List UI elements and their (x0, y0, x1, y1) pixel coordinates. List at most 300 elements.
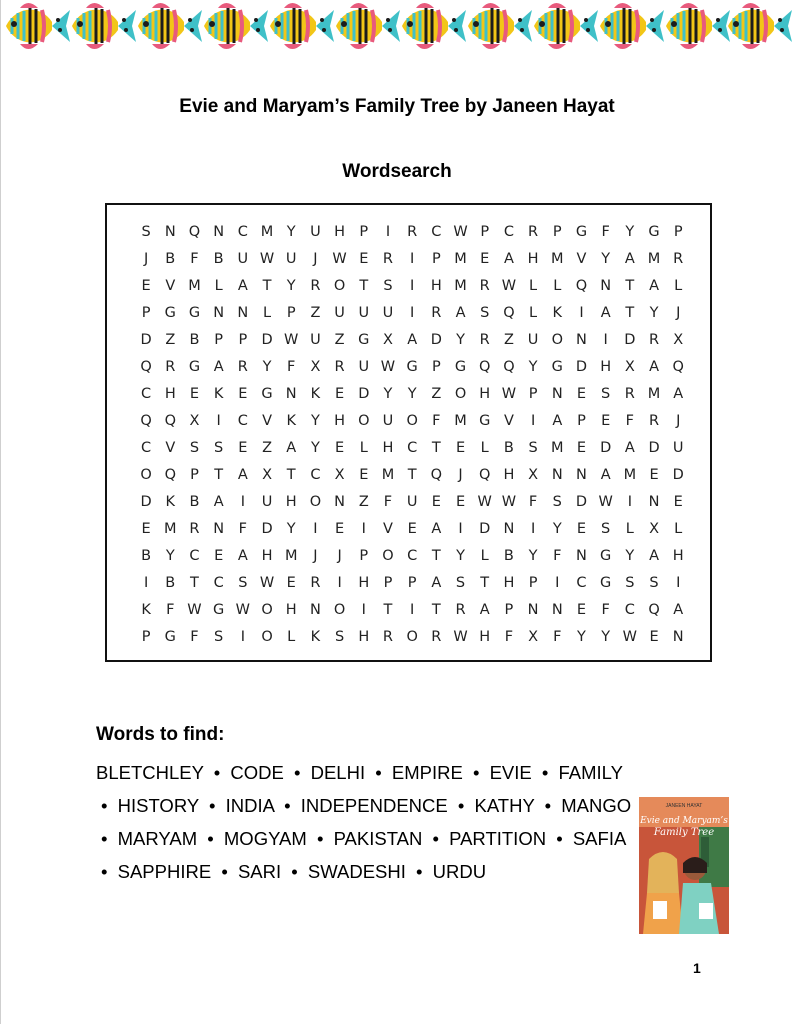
grid-letter: Q (140, 413, 152, 429)
grid-letter: H (503, 575, 515, 591)
word-separator: • (472, 762, 480, 783)
grid-letter: L (553, 278, 562, 294)
grid-letter: G (551, 359, 563, 375)
grid-letter: V (165, 278, 176, 294)
grid-letter: E (576, 521, 587, 537)
grid-letter: I (555, 575, 560, 591)
grid-letter: X (334, 467, 345, 483)
grid-letter: V (165, 440, 176, 456)
grid-letter: J (143, 251, 149, 267)
grid-letter: P (577, 413, 586, 429)
grid-letter: W (284, 332, 299, 348)
grid-letter: P (286, 305, 296, 321)
grid-letter: A (479, 602, 490, 618)
grid-letter: W (501, 278, 517, 294)
grid-letter: C (141, 440, 152, 456)
grid-letter: M (188, 278, 201, 294)
word-item: EVIE (489, 762, 532, 783)
word-separator: • (284, 795, 291, 816)
grid-letter: F (238, 521, 248, 537)
grid-letter: E (576, 440, 587, 456)
grid-letter: E (214, 548, 224, 564)
grid-letter: U (382, 413, 394, 429)
grid-letter: W (187, 602, 202, 618)
grid-letter: C (310, 467, 321, 483)
grid-letter: U (310, 332, 321, 348)
grid-letter: N (600, 278, 612, 294)
grid-letter: R (431, 305, 442, 321)
grid-letter: O (454, 386, 467, 402)
grid-letter: V (262, 413, 272, 429)
grid-letter: Y (625, 548, 635, 564)
grid-letter: U (527, 332, 539, 348)
grid-letter: F (601, 224, 610, 240)
grid-letter: I (361, 602, 366, 618)
grid-letter: V (503, 413, 514, 429)
word-item: DELHI (310, 762, 366, 783)
word-item: SWADESHI (307, 861, 406, 882)
grid-letter: L (287, 629, 296, 645)
grid-letter: G (575, 224, 588, 240)
word-separator: • (291, 861, 298, 882)
grid-letter: G (600, 548, 612, 564)
grid-letter: T (359, 278, 369, 294)
grid-letter: S (601, 521, 611, 537)
grid-letter: U (285, 251, 297, 267)
grid-letter: E (238, 440, 248, 456)
grid-letter: P (431, 251, 441, 267)
grid-letter: M (164, 521, 177, 537)
grid-letter: F (601, 602, 610, 618)
grid-letter: P (480, 224, 490, 240)
grid-letter: N (576, 548, 587, 564)
grid-letter: L (625, 521, 634, 537)
grid-letter: J (676, 413, 681, 429)
grid-letter: N (334, 494, 346, 510)
grid-letter: H (334, 224, 346, 240)
grid-letter: N (213, 521, 225, 537)
grid-letter: G (261, 386, 273, 402)
grid-letter: E (359, 251, 369, 267)
grid-letter: Y (165, 548, 175, 564)
grid-letter: R (382, 251, 393, 267)
grid-letter: R (382, 629, 393, 645)
grid-letter: M (623, 467, 637, 483)
grid-letter: G (406, 359, 418, 375)
grid-letter: Y (528, 359, 538, 375)
grid-letter: H (261, 548, 273, 564)
grid-letter: T (407, 467, 417, 483)
word-item: SARI (237, 861, 282, 882)
grid-letter: U (382, 305, 394, 321)
grid-letter: M (647, 251, 661, 267)
grid-letter: Z (334, 332, 345, 348)
grid-letter: Y (456, 548, 465, 564)
book-cover-title-line1: Evie and Maryam’s (640, 816, 728, 826)
grid-letter: E (335, 440, 345, 456)
word-item: KATHY (474, 795, 535, 816)
grid-letter: O (309, 494, 322, 510)
grid-letter: Q (575, 278, 588, 294)
grid-letter: F (166, 602, 175, 618)
grid-letter: R (310, 278, 321, 294)
grid-letter: Y (262, 359, 272, 375)
grid-letter: G (454, 359, 467, 375)
grid-letter: K (286, 413, 296, 429)
grid-letter: S (214, 629, 224, 645)
grid-letter: Q (648, 602, 660, 618)
grid-letter: M (454, 251, 467, 267)
grid-letter: P (528, 575, 538, 591)
grid-letter: P (141, 305, 151, 321)
grid-letter: R (189, 521, 200, 537)
grid-letter: N (672, 629, 684, 645)
book-cover-image (639, 797, 729, 934)
grid-letter: R (455, 602, 466, 618)
grid-letter: Y (552, 521, 562, 537)
grid-letter: L (529, 305, 538, 321)
grid-letter: D (140, 494, 152, 510)
grid-letter: A (237, 467, 248, 483)
grid-letter: S (552, 494, 562, 510)
grid-letter: E (455, 440, 466, 456)
grid-letter: E (649, 629, 659, 645)
grid-letter: B (213, 251, 224, 267)
grid-letter: P (190, 467, 199, 483)
grid-letter: N (503, 521, 515, 537)
grid-letter: I (216, 413, 221, 429)
grid-letter: N (527, 602, 539, 618)
grid-letter: P (673, 224, 683, 240)
grid-letter: P (504, 602, 514, 618)
grid-letter: C (407, 548, 418, 564)
grid-letter: S (649, 575, 659, 591)
grid-letter: H (285, 602, 297, 618)
grid-letter: A (503, 251, 514, 267)
grid-letter: H (358, 629, 370, 645)
grid-letter: Z (358, 494, 369, 510)
grid-letter: X (649, 521, 659, 537)
grid-letter: E (335, 386, 345, 402)
grid-letter: Q (164, 413, 176, 429)
grid-letter: C (407, 440, 418, 456)
grid-letter: Z (431, 386, 442, 402)
grid-letter: D (648, 440, 660, 456)
grid-letter: I (240, 494, 245, 510)
grid-letter: A (552, 413, 563, 429)
grid-letter: O (261, 602, 273, 618)
grid-letter: D (140, 332, 152, 348)
grid-letter: U (358, 305, 370, 321)
word-separator: • (207, 828, 214, 849)
grid-letter: R (624, 386, 635, 402)
grid-letter: X (673, 332, 684, 348)
grid-letter: I (240, 629, 245, 645)
grid-letter: R (310, 575, 321, 591)
grid-letter: U (406, 494, 418, 510)
grid-letter: Y (625, 224, 635, 240)
grid-letter: T (431, 602, 441, 618)
grid-letter: C (237, 224, 248, 240)
word-separator: • (541, 762, 549, 783)
grid-letter: P (383, 575, 393, 591)
grid-letter: Z (503, 332, 514, 348)
grid-letter: X (624, 359, 635, 375)
grid-letter: H (527, 251, 539, 267)
grid-letter: Y (601, 629, 611, 645)
grid-letter: H (600, 359, 612, 375)
grid-letter: S (334, 629, 345, 645)
grid-letter: O (358, 413, 370, 429)
word-item: SAPPHIRE (117, 861, 212, 882)
grid-letter: P (141, 629, 151, 645)
grid-letter: D (261, 332, 273, 348)
grid-letter: O (261, 629, 273, 645)
grid-letter: F (528, 494, 538, 510)
grid-letter: T (480, 575, 490, 591)
grid-letter: Y (577, 629, 586, 645)
grid-letter: F (287, 359, 296, 375)
word-item: MARYAM (117, 828, 198, 849)
grid-letter: V (383, 521, 393, 537)
grid-letter: Q (430, 467, 443, 483)
grid-letter: O (333, 602, 346, 618)
grid-letter: W (477, 494, 492, 510)
grid-letter: J (313, 251, 318, 267)
grid-letter: B (189, 332, 200, 348)
grid-letter: I (143, 575, 149, 591)
grid-letter: P (552, 224, 562, 240)
grid-letter: C (576, 575, 587, 591)
grid-letter: D (575, 359, 588, 375)
word-separator: • (432, 828, 439, 849)
grid-letter: G (479, 413, 491, 429)
grid-letter: Y (407, 386, 417, 402)
grid-letter: E (431, 494, 441, 510)
grid-letter: A (649, 548, 659, 564)
grid-letter: F (625, 413, 635, 429)
grid-letter: W (453, 629, 468, 645)
grid-letter: L (359, 440, 368, 456)
grid-letter: D (479, 521, 491, 537)
page-number: 1 (693, 960, 701, 976)
grid-letter: K (310, 386, 321, 402)
grid-letter: Z (262, 440, 272, 456)
grid-letter: Y (383, 386, 393, 402)
grid-letter: Q (479, 467, 491, 483)
grid-letter: E (141, 278, 151, 294)
grid-letter: I (337, 575, 342, 591)
word-item: CODE (230, 762, 284, 783)
grid-letter: Q (164, 467, 176, 483)
grid-letter: H (382, 440, 394, 456)
grid-letter: M (647, 386, 661, 402)
grid-letter: O (140, 467, 152, 483)
grid-letter: H (503, 467, 515, 483)
grid-letter: Y (286, 224, 296, 240)
grid-letter: O (406, 413, 418, 429)
grid-letter: T (431, 440, 441, 456)
grid-letter: K (552, 305, 563, 321)
grid-letter: N (551, 602, 563, 618)
grid-letter: T (625, 278, 635, 294)
grid-letter: C (213, 575, 224, 591)
grid-letter: S (625, 575, 635, 591)
grid-letter: I (676, 575, 681, 591)
grid-letter: L (674, 521, 683, 537)
word-item: BLETCHLEY (96, 762, 204, 783)
grid-letter: M (551, 251, 564, 267)
grid-letter: J (458, 467, 463, 483)
wordsearch-grid (134, 219, 690, 651)
grid-letter: I (530, 521, 536, 537)
grid-letter: P (431, 359, 441, 375)
grid-letter: E (576, 386, 587, 402)
grid-letter: Q (479, 359, 491, 375)
grid-letter: A (600, 305, 611, 321)
word-separator: • (221, 861, 228, 882)
grid-letter: K (310, 629, 321, 645)
grid-letter: S (189, 440, 200, 456)
grid-letter: E (576, 602, 587, 618)
grid-letter: R (673, 251, 684, 267)
word-item: FAMILY (558, 762, 623, 783)
grid-letter: F (383, 494, 393, 510)
grid-letter: J (337, 548, 342, 564)
word-separator: • (101, 828, 108, 849)
grid-letter: F (504, 629, 514, 645)
grid-letter: K (213, 386, 224, 402)
word-item: PARTITION (449, 828, 547, 849)
grid-letter: E (359, 467, 369, 483)
grid-letter: F (190, 629, 199, 645)
grid-letter: O (406, 629, 418, 645)
word-separator: • (209, 795, 216, 816)
grid-letter: R (334, 359, 345, 375)
word-separator: • (101, 795, 108, 816)
grid-letter: Q (140, 359, 152, 375)
grid-letter: E (673, 494, 683, 510)
grid-letter: N (551, 386, 563, 402)
grid-letter: H (479, 386, 491, 402)
grid-letter: O (333, 278, 346, 294)
grid-letter: A (286, 440, 297, 456)
grid-letter: G (358, 332, 370, 348)
words-heading: Words to find: (96, 724, 225, 745)
grid-letter: E (238, 386, 248, 402)
grid-letter: S (601, 386, 611, 402)
word-separator: • (213, 762, 221, 783)
grid-letter: X (383, 332, 393, 348)
grid-letter: P (359, 224, 369, 240)
grid-letter: P (359, 548, 369, 564)
word-list (96, 756, 636, 888)
grid-letter: O (382, 548, 394, 564)
grid-letter: R (479, 332, 490, 348)
grid-letter: I (410, 251, 415, 267)
word-item: HISTORY (117, 795, 199, 816)
grid-letter: M (551, 440, 564, 456)
grid-letter: X (310, 359, 321, 375)
grid-letter: Q (503, 305, 515, 321)
grid-letter: G (188, 305, 201, 321)
grid-letter: A (431, 521, 442, 537)
grid-letter: T (286, 467, 296, 483)
grid-letter: W (380, 359, 396, 375)
grid-letter: M (454, 278, 467, 294)
grid-letter: H (479, 629, 491, 645)
grid-letter: D (575, 494, 588, 510)
grid-letter: E (335, 521, 345, 537)
grid-letter: N (648, 494, 660, 510)
grid-letter: C (141, 386, 152, 402)
grid-letter: S (383, 278, 393, 294)
grid-letter: Y (286, 521, 296, 537)
grid-letter: H (285, 494, 297, 510)
grid-letter: R (648, 332, 660, 348)
grid-letter: I (410, 602, 415, 618)
grid-letter: R (237, 359, 248, 375)
word-separator: • (544, 795, 552, 816)
grid-letter: U (358, 359, 370, 375)
grid-letter: P (238, 332, 248, 348)
grid-letter: G (164, 629, 176, 645)
word-item: INDEPENDENCE (300, 795, 448, 816)
grid-letter: U (672, 440, 684, 456)
grid-letter: W (259, 575, 275, 591)
book-cover-title-line2: Family Tree (653, 827, 715, 838)
grid-letter: X (189, 413, 200, 429)
grid-letter: B (165, 251, 176, 267)
grid-letter: A (649, 278, 659, 294)
grid-letter: Y (286, 278, 296, 294)
grid-letter: T (383, 602, 393, 618)
grid-letter: E (455, 494, 466, 510)
word-item: URDU (432, 861, 487, 882)
grid-letter: S (238, 575, 248, 591)
grid-letter: F (190, 251, 199, 267)
grid-letter: E (141, 521, 151, 537)
grid-letter: E (407, 521, 417, 537)
grid-letter: T (431, 548, 441, 564)
grid-letter: Q (672, 359, 684, 375)
fish-border (4, 0, 794, 52)
grid-letter: W (259, 251, 275, 267)
grid-letter: S (528, 440, 538, 456)
grid-letter: W (332, 251, 347, 267)
grid-letter: A (237, 278, 248, 294)
grid-letter: T (262, 278, 272, 294)
grid-letter: T (214, 467, 224, 483)
grid-letter: S (480, 305, 490, 321)
grid-letter: D (358, 386, 370, 402)
grid-letter: N (285, 386, 297, 402)
grid-letter: P (407, 575, 417, 591)
grid-letter: W (501, 494, 517, 510)
grid-letter: N (576, 467, 587, 483)
grid-letter: C (503, 224, 514, 240)
grid-letter: I (361, 521, 366, 537)
grid-letter: I (458, 521, 463, 537)
word-item: EMPIRE (391, 762, 463, 783)
grid-letter: Y (601, 251, 611, 267)
grid-letter: N (551, 467, 563, 483)
grid-letter: Z (310, 305, 321, 321)
page-subtitle: Wordsearch (342, 161, 452, 182)
grid-letter: L (674, 278, 683, 294)
grid-letter: S (141, 224, 151, 240)
word-separator: • (101, 861, 108, 882)
